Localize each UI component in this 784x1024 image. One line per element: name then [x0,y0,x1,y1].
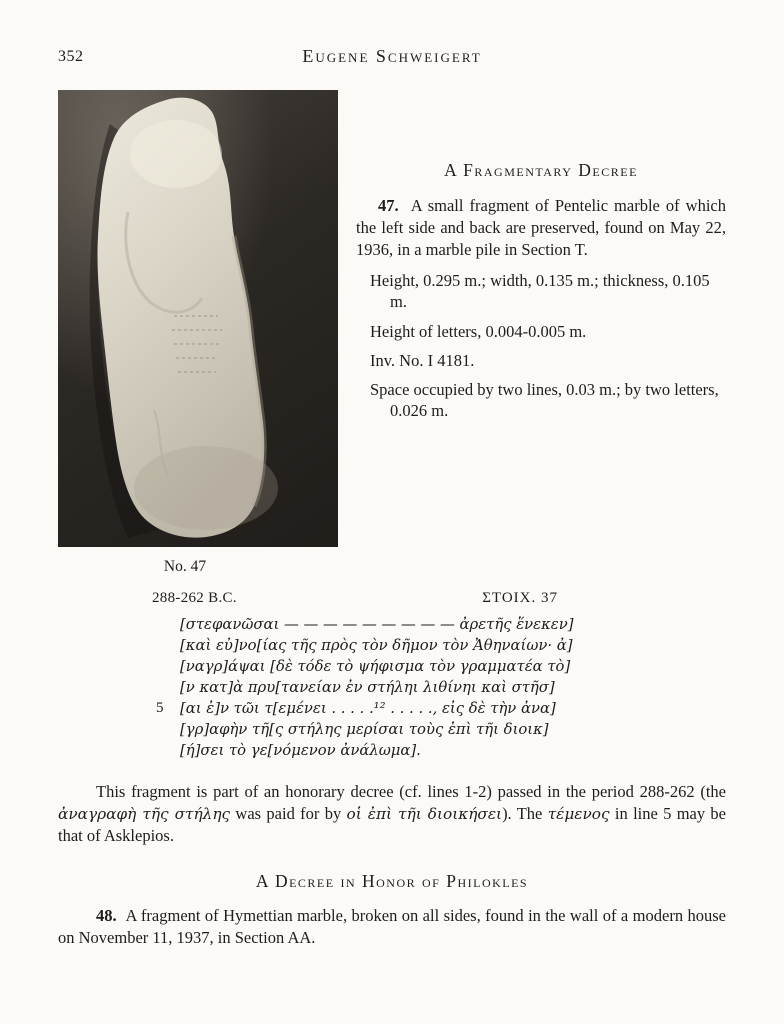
line-number: 5 [156,700,164,716]
stoichedon-label: ΣΤΟΙΧ. 37 [482,590,558,606]
greek-line-text: [αι ἐ]ν τῶι τ[εμένει . . . . .¹² . . . . ., εἰς δὲ τὴν ἀνα] [180,700,556,717]
line-number [152,677,180,698]
measurement-item: Inv. No. I 4181. [370,350,475,370]
commentary-greek-phrase: οἱ ἐπὶ τῆι διοικήσει [346,805,503,824]
measurement-item: Space occupied by two lines, 0.03 m.; by two letters, 0.026 m. [370,379,719,420]
photo-caption: No. 47 [163,558,207,575]
greek-line-text: [ναγρ]άψαι [δὲ τόδε τὸ ψήφισμα τὸν γραμματέα τὸ] [180,658,571,675]
decree-47-intro-text: A small fragment of Pentelic marble of which the left side and back are preserved, found on May 22, 1936, in a marble pile in Section T. [356,196,726,259]
main-content-row [58,90,726,576]
commentary-greek-phrase: ἀναγραφὴ τῆς στήλης [58,805,231,824]
commentary-segment: This fragment is part of an honorary decree (cf. lines 1-2) passed in the period 288-262 (the [96,782,726,801]
commentary-segment: ). The [502,804,548,824]
measurement-item: Height of letters, 0.004-0.005 m. [370,321,587,341]
greek-line-text: [γρ]αφὴν τῆ[ς στήλης μερίσαι τοὺς ἐπὶ τῆι διοικ] [180,721,549,738]
greek-line-text: [ή]σει τὸ γε[νόμενον ἀνάλωμα]. [180,742,421,759]
commentary-segment: was paid for by [230,804,347,824]
commentary-segment: in line 5 may be that of Asklepios. [58,804,727,846]
line-number [152,656,180,677]
page-header [58,46,726,70]
decree-48-intro-text: A fragment of Hymettian marble, broken on all sides, found in the wall of a modern house on November 11, 1937, in Section AA. [58,906,727,948]
decree-48-intro [58,905,726,949]
photo-column [58,90,338,576]
marble-fragment-illustration [58,90,338,547]
page-number: 352 [58,48,84,65]
section-heading-48: A Decree in Honor of Philokles [255,871,529,892]
decree-47-intro [356,195,726,260]
running-head: Eugene Schweigert [302,46,482,66]
commentary-greek-phrase: τέμενος [547,805,610,824]
epigraphic-header [152,590,628,607]
line-number [152,635,180,656]
greek-line-text: [καὶ εὐ]νο[ίας τῆς πρὸς τὸν δῆμον τὸν Ἀθηναίων· ἀ] [180,637,573,654]
measurement-item: Height, 0.295 m.; width, 0.135 m.; thickness, 0.105 m. [370,271,710,312]
epigraphic-text-block [152,590,628,761]
date-label: 288-262 B.C. [152,590,237,606]
greek-line [152,698,628,719]
measurements-list [356,270,726,421]
greek-line [152,656,628,677]
greek-line [152,677,628,698]
item-number-48: 48. [96,906,117,926]
fragment-photo [58,90,338,547]
greek-line [152,740,628,761]
greek-line [152,635,628,656]
stone-lower-shading [134,446,278,530]
stone-highlight [130,120,222,188]
item-number-47: 47. [378,196,399,215]
line-number [152,740,180,761]
section-heading-47: A Fragmentary Decree [444,160,638,180]
greek-line-text: [στεφανῶσαι — — — — — — — — — ἀρετῆς ἕνεκεν] [180,616,574,633]
line-number [152,614,180,635]
greek-line-text: [ν κατ]ὰ πρυ[τανείαν ἐν στήληι λιθίνηι καὶ στῆσ] [180,679,555,696]
line-number [152,719,180,740]
text-column [356,90,726,576]
greek-line [152,719,628,740]
commentary-47 [58,781,726,847]
greek-line [152,614,628,635]
